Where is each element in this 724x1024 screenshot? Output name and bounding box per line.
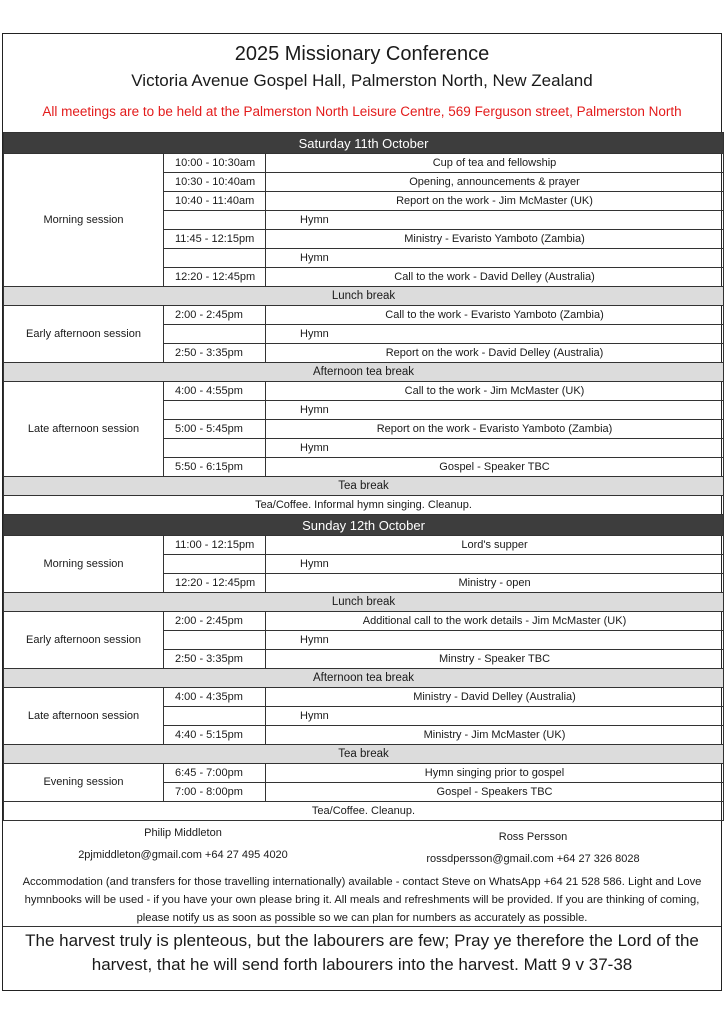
event-cell: Ministry - open [266, 574, 724, 593]
time-cell: 4:00 - 4:35pm [164, 688, 266, 707]
hymn-cell: Hymn [266, 631, 724, 650]
tea-break-row [4, 745, 724, 764]
hymn-cell: Hymn [266, 555, 724, 574]
page-title: 2025 Missionary Conference [234, 43, 490, 65]
hymn-cell: Hymn [266, 439, 724, 458]
schedule-row [4, 688, 724, 707]
time-cell: 10:00 - 10:30am [164, 154, 266, 173]
event-cell: Lord's supper [266, 536, 724, 555]
schedule-row [4, 764, 724, 783]
event-cell: Cup of tea and fellowship [266, 154, 724, 173]
time-cell: 5:50 - 6:15pm [164, 458, 266, 477]
time-cell: 4:40 - 5:15pm [164, 726, 266, 745]
sunday-morning-session-label: Morning session [4, 536, 164, 593]
afternoon-tea-break-row [4, 669, 724, 688]
closing-note: Tea/Coffee. Informal hymn singing. Cleanup. [4, 496, 724, 515]
time-cell: 11:00 - 12:15pm [164, 536, 266, 555]
day-header-sunday: Sunday 12th October [4, 515, 724, 536]
event-cell: Call to the work - David Delley (Australia) [266, 268, 724, 287]
contact-details: 2pjmiddleton@gmail.com +64 27 495 4020 [78, 849, 288, 861]
lunch-break: Lunch break [4, 287, 724, 306]
info-paragraph: Accommodation (and transfers for those travelling internationally) available - contact Steve on WhatsApp +64 21 528 586. Light and Love hymnbooks will be used - if you have your own please bring it. All meals and refreshments will be provided. If you are thinking of coming, please notify us as soon as possible so we can plan for numbers as accurately as possible. [3, 871, 721, 927]
tea-break-row [4, 477, 724, 496]
hymn-cell: Hymn [266, 401, 724, 420]
lunch-break: Lunch break [4, 593, 724, 612]
time-cell [164, 249, 266, 268]
closing-note-row [4, 496, 724, 515]
schedule-table [3, 132, 724, 821]
contact-ross [403, 829, 663, 867]
event-cell: Call to the work - Evaristo Yamboto (Zambia) [266, 306, 724, 325]
event-cell: Additional call to the work details - Jim McMaster (UK) [266, 612, 724, 631]
lunch-break-row [4, 287, 724, 306]
time-cell [164, 211, 266, 230]
event-cell: Ministry - Jim McMaster (UK) [266, 726, 724, 745]
time-cell: 2:00 - 2:45pm [164, 612, 266, 631]
event-cell: Opening, announcements & prayer [266, 173, 724, 192]
afternoon-tea-break-row [4, 363, 724, 382]
event-cell: Report on the work - Jim McMaster (UK) [266, 192, 724, 211]
hymn-cell: Hymn [266, 211, 724, 230]
event-cell: Gospel - Speaker TBC [266, 458, 724, 477]
event-cell: Hymn singing prior to gospel [266, 764, 724, 783]
time-cell [164, 439, 266, 458]
afternoon-tea-break: Afternoon tea break [4, 669, 724, 688]
time-cell [164, 631, 266, 650]
event-cell: Ministry - David Delley (Australia) [266, 688, 724, 707]
contact-name: Ross Persson [498, 831, 568, 843]
time-cell: 10:40 - 11:40am [164, 192, 266, 211]
schedule-row [4, 612, 724, 631]
tea-break: Tea break [4, 745, 724, 764]
flyer-page [2, 33, 722, 991]
day-header-sunday-row [4, 515, 724, 536]
time-cell: 2:50 - 3:35pm [164, 650, 266, 669]
sunday-evening-session-label: Evening session [4, 764, 164, 802]
hymn-cell: Hymn [266, 249, 724, 268]
contact-philip [53, 825, 313, 863]
venue-note: All meetings are to be held at the Palmerston North Leisure Centre, 569 Ferguson street, Palmerston North [42, 104, 682, 119]
contacts [3, 821, 721, 871]
time-cell: 7:00 - 8:00pm [164, 783, 266, 802]
time-cell: 2:00 - 2:45pm [164, 306, 266, 325]
afternoon-tea-break: Afternoon tea break [4, 363, 724, 382]
hymn-cell: Hymn [266, 325, 724, 344]
sunday-late-afternoon-session-label: Late afternoon session [4, 688, 164, 745]
time-cell [164, 401, 266, 420]
contact-name: Philip Middleton [144, 827, 222, 839]
day-header-saturday: Saturday 11th October [4, 133, 724, 154]
time-cell: 12:20 - 12:45pm [164, 268, 266, 287]
time-cell [164, 707, 266, 726]
time-cell: 4:00 - 4:55pm [164, 382, 266, 401]
hymn-cell: Hymn [266, 707, 724, 726]
event-cell: Minstry - Speaker TBC [266, 650, 724, 669]
schedule-row [4, 382, 724, 401]
time-cell: 10:30 - 10:40am [164, 173, 266, 192]
event-cell: Report on the work - David Delley (Australia) [266, 344, 724, 363]
header [3, 34, 721, 132]
schedule-row [4, 536, 724, 555]
time-cell: 11:45 - 12:15pm [164, 230, 266, 249]
page-subtitle: Victoria Avenue Gospel Hall, Palmerston North, New Zealand [131, 71, 593, 90]
time-cell [164, 555, 266, 574]
lunch-break-row [4, 593, 724, 612]
time-cell: 6:45 - 7:00pm [164, 764, 266, 783]
saturday-early-afternoon-session-label: Early afternoon session [4, 306, 164, 363]
time-cell: 12:20 - 12:45pm [164, 574, 266, 593]
saturday-late-afternoon-session-label: Late afternoon session [4, 382, 164, 477]
closing-note: Tea/Coffee. Cleanup. [4, 802, 724, 821]
schedule-row [4, 154, 724, 173]
event-cell: Gospel - Speakers TBC [266, 783, 724, 802]
time-cell [164, 325, 266, 344]
event-cell: Ministry - Evaristo Yamboto (Zambia) [266, 230, 724, 249]
closing-note-row [4, 802, 724, 821]
tea-break: Tea break [4, 477, 724, 496]
schedule-row [4, 306, 724, 325]
day-header-saturday-row [4, 133, 724, 154]
event-cell: Report on the work - Evaristo Yamboto (Zambia) [266, 420, 724, 439]
sunday-early-afternoon-session-label: Early afternoon session [4, 612, 164, 669]
time-cell: 2:50 - 3:35pm [164, 344, 266, 363]
time-cell: 5:00 - 5:45pm [164, 420, 266, 439]
saturday-morning-session-label: Morning session [4, 154, 164, 287]
bible-verse: The harvest truly is plenteous, but the labourers are few; Pray ye therefore the Lord of the harvest, that he will send forth labourers into the harvest. Matt 9 v 37-38 [25, 931, 699, 974]
contact-details: rossdpersson@gmail.com +64 27 326 8028 [426, 853, 640, 865]
event-cell: Call to the work - Jim McMaster (UK) [266, 382, 724, 401]
